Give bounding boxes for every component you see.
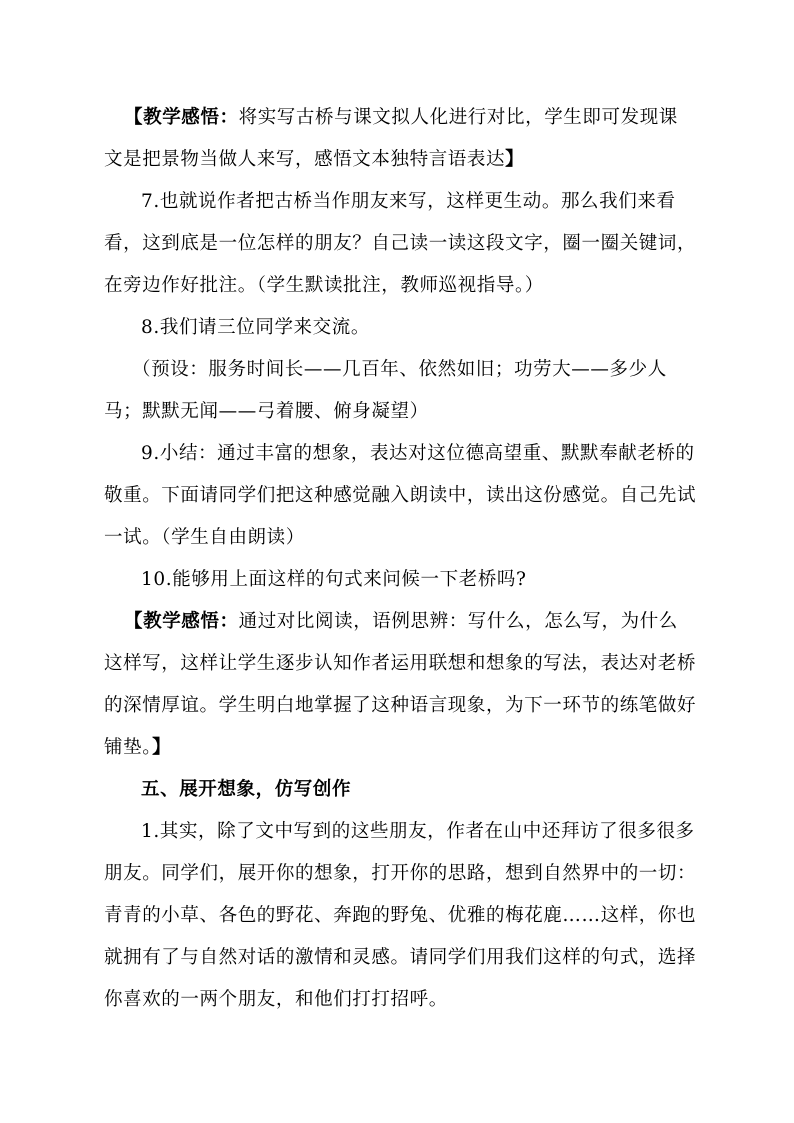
insight-1-line-1 — [124, 104, 724, 132]
insight-label: 【教学感悟： — [124, 611, 239, 632]
insight-1-line-2 — [104, 146, 704, 174]
insight-text: 文是把景物当做人来写，感悟文本独特言语表达 — [104, 149, 506, 170]
insight-close-bracket: 】 — [152, 737, 172, 758]
item-8-line-1: 8.我们请三位同学来交流。 — [141, 317, 370, 338]
item-1-line-5: 你喜欢的一两个朋友，和他们打打招呼。 — [104, 989, 448, 1010]
insight-label: 【教学感悟： — [124, 107, 239, 128]
insight-text: 通过对比阅读，语例思辨：写什么，怎么写，为什么 — [238, 611, 678, 632]
preset-line-2: 马；默默无闻——弓着腰、俯身凝望） — [104, 401, 429, 422]
insight-2-line-1 — [124, 608, 724, 636]
insight-close-bracket: 】 — [505, 149, 525, 170]
insight-2-line-4 — [104, 734, 704, 762]
item-9-line-3: 一试。（学生自由朗读） — [104, 527, 305, 548]
insight-2-line-3: 的深情厚谊。学生明白地掌握了这种语言现象，为下一环节的练笔做好 — [104, 695, 697, 716]
item-1-line-1: 1.其实，除了文中写到的这些朋友，作者在山中还拜访了很多很多 — [141, 821, 695, 842]
insight-text: 铺垫。 — [104, 737, 153, 758]
item-10-line-1: 10.能够用上面这样的句式来问候一下老桥吗? — [141, 569, 527, 590]
item-1-line-2: 朋友。同学们，展开你的想象，打开你的思路，想到自然界中的一切： — [104, 863, 697, 884]
item-9-line-1: 9.小结：通过丰富的想象，表达对这位德高望重、默默奉献老桥的 — [141, 443, 695, 464]
item-7-line-2: 看，这到底是一位怎样的朋友？自己读一读这段文字，圈一圈关键词， — [104, 233, 697, 254]
item-9-line-2: 敬重。下面请同学们把这种感觉融入朗读中，读出这份感觉。自己先试 — [104, 485, 697, 506]
insight-text: 将实写古桥与课文拟人化进行对比，学生即可发现课 — [238, 107, 678, 128]
insight-2-line-2: 这样写，这样让学生逐步认知作者运用联想和想象的写法，表达对老桥 — [104, 653, 697, 674]
item-7-line-3: 在旁边作好批注。（学生默读批注，教师巡视指导。） — [104, 275, 544, 296]
item-7-line-1: 7.也就说作者把古桥当作朋友来写，这样更生动。那么我们来看 — [141, 191, 676, 212]
preset-line-1: （预设：服务时间长——几百年、依然如旧；功劳大——多少人 — [132, 359, 667, 380]
section-heading: 五、展开想象，仿写创作 — [141, 779, 352, 800]
item-1-line-4: 就拥有了与自然对话的激情和灵感。请同学们用我们这样的句式，选择 — [104, 947, 697, 968]
item-1-line-3: 青青的小草、各色的野花、奔跑的野兔、优雅的梅花鹿……这样，你也 — [104, 905, 697, 926]
